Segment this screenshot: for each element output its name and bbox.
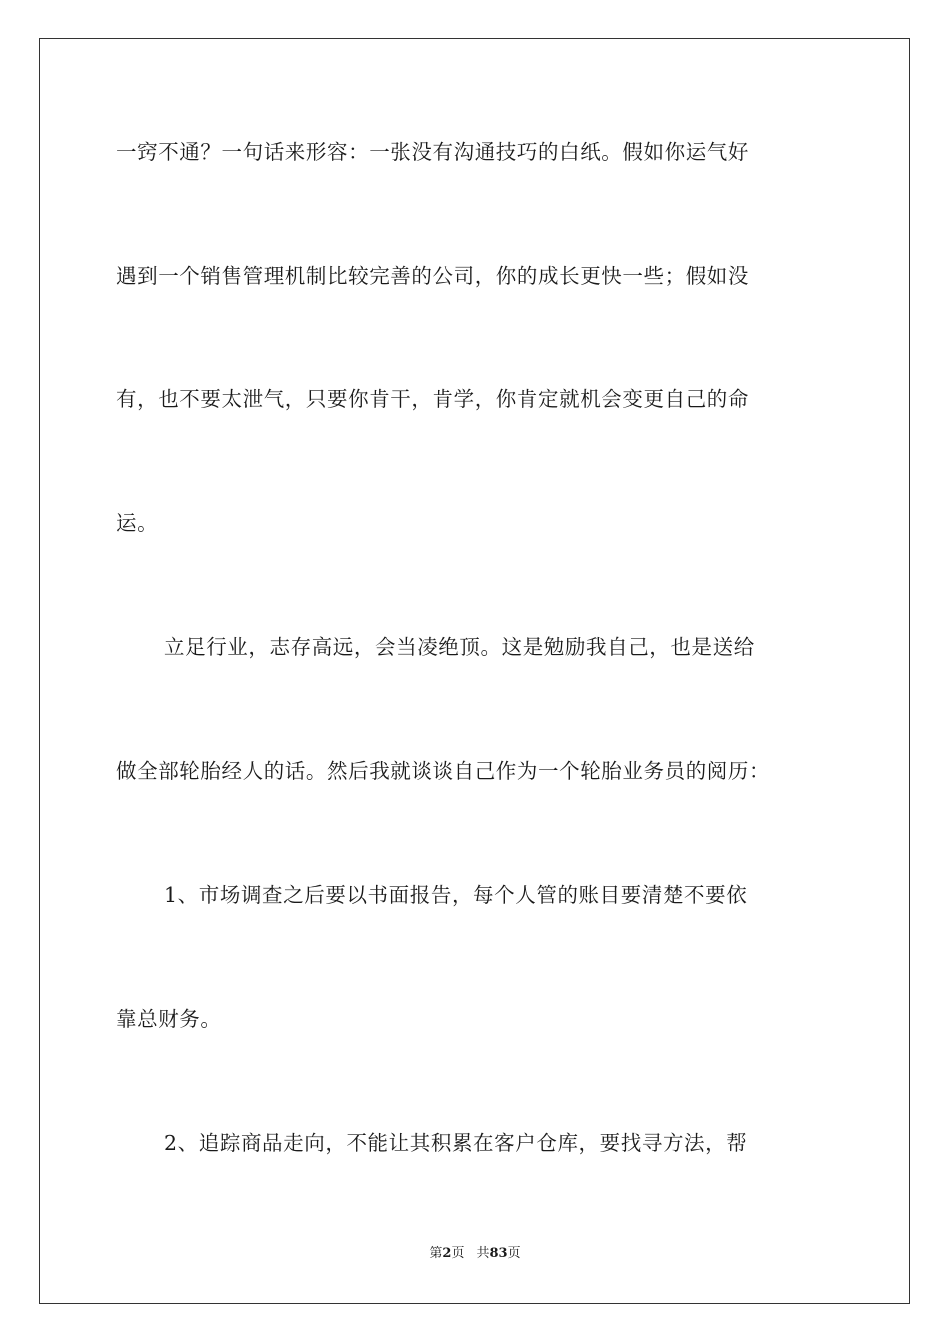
footer-page-word: 页 — [451, 1246, 465, 1261]
body-line-1: 一窍不通？一句话来形容：一张没有沟通技巧的白纸。假如你运气好 — [116, 140, 749, 164]
footer-total-pages: 83 — [489, 1246, 508, 1261]
footer-total-prefix: 共 — [476, 1246, 490, 1261]
list-item-2-line-1: 2、追踪商品走向，不能让其积累在客户仓库，要找寻方法，帮 — [164, 1131, 748, 1155]
footer-current-page: 2 — [442, 1246, 452, 1261]
body-line-3: 有，也不要太泄气，只要你肯干，肯学，你肯定就机会变更自己的命 — [116, 387, 749, 411]
list-item-1-line-1: 1、市场调查之后要以书面报告，每个人管的账目要清楚不要依 — [164, 883, 748, 907]
page-footer — [0, 1245, 950, 1263]
body-line-4: 运。 — [116, 511, 159, 535]
list-item-1-line-2: 靠总财务。 — [116, 1007, 222, 1031]
paragraph-2-line-2: 做全部轮胎经人的话。然后我就谈谈自己作为一个轮胎业务员的阅历： — [116, 759, 771, 783]
page-border — [39, 38, 910, 1304]
paragraph-2-line-1: 立足行业，志存高远，会当凌绝顶。这是勉励我自己，也是送给 — [164, 635, 755, 659]
body-line-2: 遇到一个销售管理机制比较完善的公司，你的成长更快一些；假如没 — [116, 264, 749, 288]
footer-prefix: 第 — [429, 1246, 443, 1261]
footer-total-suffix: 页 — [507, 1246, 521, 1261]
